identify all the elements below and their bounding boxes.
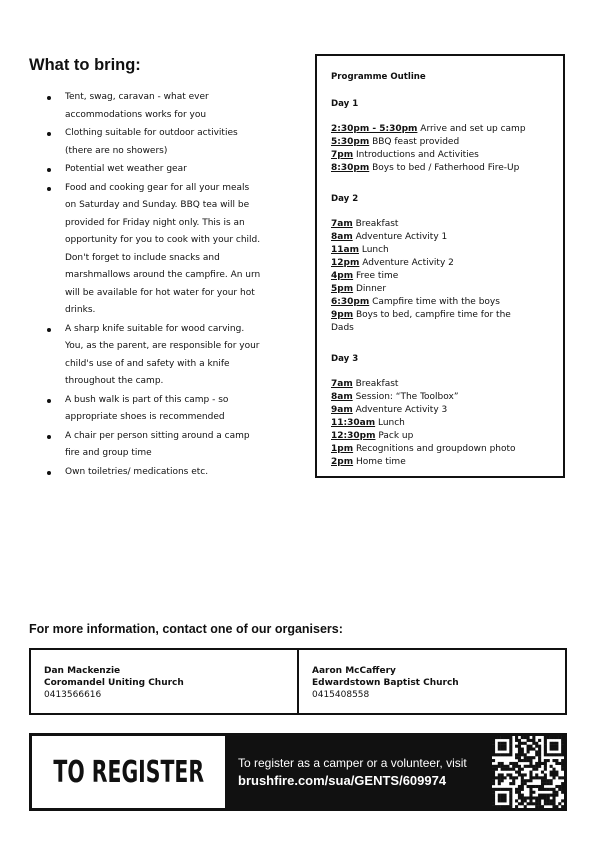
schedule-row — [331, 123, 549, 136]
register-text — [225, 736, 488, 808]
bullet-icon — [47, 187, 51, 191]
list-item — [29, 125, 291, 160]
bullet-icon — [47, 399, 51, 403]
schedule-row — [331, 456, 549, 469]
event-text: Arrive and set up camp — [417, 124, 526, 134]
event-text: Boys to bed, campfire time for the — [353, 310, 511, 320]
schedule-row — [331, 430, 549, 443]
schedule-row — [331, 283, 549, 296]
day-heading: Day 2 — [331, 194, 359, 204]
register-label: TO REGISTER — [53, 754, 204, 790]
schedule-row — [331, 244, 549, 257]
event-text: Boys to bed / Fatherhood Fire-Up — [369, 163, 520, 173]
event-text: Campfire time with the boys — [369, 297, 500, 307]
list-item — [29, 464, 291, 482]
day-heading: Day 3 — [331, 354, 359, 364]
schedule-row — [331, 218, 549, 231]
event-time: 9pm — [331, 310, 354, 320]
list-item-line: drinks. — [65, 305, 96, 315]
list-item-line: throughout the camp. — [65, 376, 164, 386]
register-url-link[interactable]: brushfire.com/sua/GENTS/609974 — [238, 773, 447, 788]
event-text: Session: “The Toolbox” — [352, 392, 459, 402]
event-text: Recognitions and groupdown photo — [353, 444, 516, 454]
event-time: 8:30pm — [331, 163, 370, 173]
list-item — [29, 428, 291, 463]
event-text: Dinner — [353, 284, 387, 294]
event-text: Lunch — [358, 245, 389, 255]
list-item-line: Don't forget to include snacks and — [65, 252, 220, 263]
schedule-row — [331, 296, 549, 309]
schedule-row — [331, 443, 549, 456]
bullet-icon — [47, 168, 51, 172]
list-item-line: on Saturday and Sunday. BBQ tea will be — [65, 200, 250, 210]
list-item-line: Own toiletries/ medications etc. — [65, 466, 209, 477]
contact-phone[interactable]: 0415408558 — [312, 690, 370, 700]
schedule-row — [331, 404, 549, 417]
schedule-row — [331, 231, 549, 244]
event-time: 7pm — [331, 150, 354, 160]
register-instruction: To register as a camper or a volunteer, visit — [238, 756, 467, 770]
bullet-icon — [47, 132, 51, 136]
list-item-line: A chair per person sitting around a camp — [65, 430, 250, 441]
contact-name: Aaron McCaffery — [312, 666, 396, 676]
contact-phone[interactable]: 0413566616 — [44, 690, 102, 700]
schedule-row — [331, 417, 549, 430]
contact-heading: For more information, contact one of our organisers: — [29, 622, 343, 636]
event-time: 7am — [331, 379, 353, 389]
what-to-bring-list — [29, 89, 291, 481]
day-spacer — [331, 335, 549, 354]
event-text: Breakfast — [352, 219, 399, 229]
list-item-line: You, as the parent, are responsible for your — [65, 341, 260, 351]
event-time: 2:30pm - 5:30pm — [331, 124, 418, 134]
register-label-box — [32, 736, 225, 808]
event-time: 5pm — [331, 284, 354, 294]
event-time: 8am — [331, 232, 353, 242]
event-text: Lunch — [375, 418, 405, 428]
list-item-line: accommodations works for you — [65, 109, 207, 120]
event-time: 11am — [331, 245, 359, 255]
event-text: Breakfast — [352, 379, 399, 389]
list-item-line: fire and group time — [65, 448, 152, 458]
event-time: 1pm — [331, 444, 354, 454]
what-to-bring-heading: What to bring: — [29, 56, 141, 74]
list-item-line: Potential wet weather gear — [65, 164, 187, 174]
list-item-line: A sharp knife suitable for wood carving. — [65, 323, 245, 334]
schedule-row — [331, 149, 549, 162]
event-time: 8am — [331, 392, 353, 402]
event-text: Adventure Activity 3 — [352, 405, 448, 415]
list-item-line: (there are no showers) — [65, 145, 168, 156]
list-item-line: will be available for hot water for your hot — [65, 287, 255, 298]
event-text: Adventure Activity 2 — [359, 258, 454, 268]
bullet-icon — [47, 96, 51, 100]
bullet-icon — [47, 435, 51, 439]
event-text: Pack up — [375, 431, 414, 441]
register-banner — [29, 733, 567, 811]
list-item-line: opportunity for you to cook with your child. — [65, 235, 261, 245]
schedule-row — [331, 136, 549, 149]
schedule-row — [331, 391, 549, 404]
day-heading: Day 1 — [331, 99, 359, 109]
list-item — [29, 321, 291, 391]
event-time: 4pm — [331, 271, 354, 281]
bullet-icon — [47, 328, 51, 332]
event-time: 7am — [331, 219, 353, 229]
event-time: 2pm — [331, 457, 354, 467]
event-time: 12pm — [331, 258, 360, 268]
event-time: 9am — [331, 405, 353, 415]
event-time: 12:30pm — [331, 431, 376, 441]
list-item — [29, 161, 291, 179]
list-item-line: Tent, swag, caravan - what ever — [65, 92, 209, 102]
event-text-continued: Dads — [331, 323, 354, 333]
schedule-row — [331, 270, 549, 283]
schedule-row — [331, 309, 549, 322]
day-spacer — [331, 175, 549, 194]
list-item-line: provided for Friday night only. This is an — [65, 217, 245, 228]
list-item — [29, 392, 291, 427]
contact-church: Coromandel Uniting Church — [44, 678, 184, 688]
contact-card-dan — [31, 650, 297, 713]
list-item-line: child's use of and safety with a knife — [65, 358, 230, 369]
list-item-line: Clothing suitable for outdoor activities — [65, 128, 238, 138]
contact-name: Dan Mackenzie — [44, 666, 121, 676]
list-item-line: Food and cooking gear for all your meals — [65, 182, 250, 193]
schedule-row — [331, 378, 549, 391]
contacts-box — [29, 648, 567, 715]
bullet-icon — [47, 471, 51, 475]
list-item-line: A bush walk is part of this camp - so — [65, 394, 229, 405]
programme-title: Programme Outline — [331, 72, 426, 82]
event-time: 11:30am — [331, 418, 376, 428]
event-text: Introductions and Activities — [353, 150, 479, 160]
event-text: Free time — [353, 271, 399, 281]
qr-code-icon[interactable] — [492, 736, 564, 808]
what-to-bring-section — [29, 56, 291, 482]
event-text: Adventure Activity 1 — [352, 232, 448, 242]
list-item-line: marshmallows around the campfire. An urn — [65, 270, 261, 280]
event-text: BBQ feast provided — [369, 137, 460, 147]
event-time: 5:30pm — [331, 137, 370, 147]
schedule-row — [331, 162, 549, 175]
event-time: 6:30pm — [331, 297, 370, 307]
contact-church: Edwardstown Baptist Church — [312, 678, 459, 688]
schedule-row — [331, 257, 549, 270]
event-text: Home time — [353, 457, 406, 467]
list-item — [29, 180, 291, 320]
list-item-line: appropriate shoes is recommended — [65, 412, 225, 422]
programme-outline-box — [315, 54, 565, 478]
contact-card-aaron — [297, 650, 565, 713]
list-item — [29, 89, 291, 124]
